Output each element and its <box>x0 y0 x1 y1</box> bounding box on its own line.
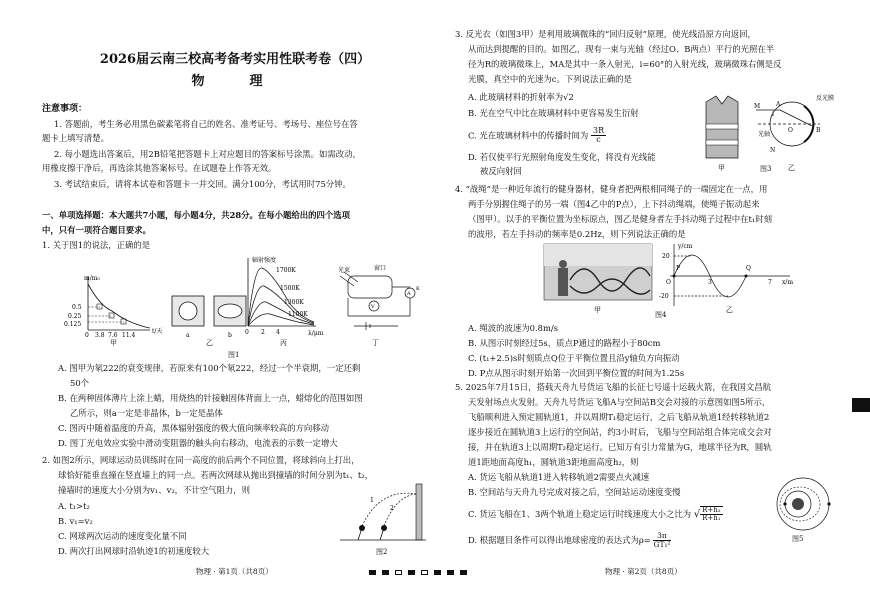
fig3-point-b: B <box>816 127 821 134</box>
fig1-ding-light-label: 光束 <box>338 267 351 274</box>
q3-option-a: A. 此玻璃材料的折射率为√2 <box>468 92 574 102</box>
q1-option: 50个 <box>70 378 90 388</box>
q5-frac-num: R+h₂ <box>702 506 721 514</box>
notice-heading: 注意事项： <box>42 104 88 114</box>
notice-line: 2. 每小题选出答案后，用2B铅笔把答题卡上对应题目的答案标号涂黑。如需改动， <box>54 149 361 159</box>
fig4-ytick: -20 <box>659 293 669 300</box>
q4-stem: （图甲）。以手的平衡位置为坐标原点，图乙是健身者左手抖动绳子过程中在t₁时刻 <box>468 214 773 224</box>
fig3-point-o: O <box>788 127 793 134</box>
q3-stem: 3. 反光衣（如图3甲）是利用玻璃微珠的“回归反射”原理，使光线沿原方向返回， <box>455 29 756 39</box>
q1-stem: 1. 关于图1的说法，正确的是 <box>42 240 151 250</box>
fig1-yi-plates <box>172 296 246 339</box>
q2-stem: 撞墙时的速度大小分别为v₁、v₂，不计空气阻力，则 <box>58 485 251 495</box>
q3-option-b: B. 光在空气中比在玻璃材料中更容易发生衍射 <box>468 108 639 118</box>
fig1-bing-curve: 1500K <box>280 285 300 292</box>
q4-option: C. (t₁+2.5)s时刻质点Q位于平衡位置且沿y轴负方向振动 <box>468 353 680 363</box>
q3-option-d: D. 若仅使平行光照射角度发生变化，将没有光线能 <box>468 152 656 162</box>
q1-option: A. 图甲为氡222的衰变规律，若原来有100个氡222，经过一个半衰期，一定还剩 <box>58 363 361 373</box>
fig4-xlabel: x/m <box>782 279 794 286</box>
fig4-ytick: 20 <box>662 253 670 260</box>
q5-frac-den: R+h₁ <box>702 514 721 523</box>
q3-frac-den: c <box>596 135 601 145</box>
page-edge-tab <box>852 398 870 412</box>
fig4-xtick: 3 <box>708 279 712 286</box>
q5-option-c-text: C. 货运飞船在1、3两个轨道上稳定运行时线速度大小之比为 <box>468 508 692 519</box>
section-heading: 一、单项选择题：本大题共7小题，每小题4分，共28分。在每小题给出的四个选项 <box>42 210 351 220</box>
q4-option: A. 绳波的波速为0.8m/s <box>468 323 559 333</box>
figure-2 <box>340 482 430 546</box>
fig1-bing-xtick: 0 <box>245 329 249 336</box>
fig1-ding-k: K <box>416 286 420 292</box>
section-heading: 中，只有一项符合题目要求。 <box>42 225 151 235</box>
figure-1 <box>58 254 428 346</box>
q3-stem: 径为R的玻璃微珠上，MA是其中一条入射光，i=60°的入射光线，玻璃微珠右侧是反 <box>468 59 782 69</box>
q5-stem: 接，并在轨道3上以周期T₂稳定运行。已知万有引力常量为G，地球半径为R，圆轨 <box>468 442 772 452</box>
fig2-caption: 图2 <box>376 548 388 556</box>
fig1-jia-xlabel: t/天 <box>152 328 163 335</box>
q5-option-d-text: D. 根据题目条件可以得出地球密度的表达式为ρ= <box>468 534 651 545</box>
q3-option-c-text: C. 光在玻璃材料中的传播时间为 <box>468 130 589 141</box>
q5-d-num: 3π <box>653 532 670 541</box>
fig1-bing-graph <box>245 256 324 337</box>
fig4-jia-label: 甲 <box>594 306 601 314</box>
fig3-point-n: N <box>770 147 776 154</box>
fig4-photo <box>544 244 652 300</box>
q4-stem: 4. “战绳”是一种近年流行的健身器材，健身者把两根相同绳子的一端固定在一点，用 <box>455 184 768 194</box>
figure-4 <box>540 240 800 316</box>
fig1-ding-window-label: 窗口 <box>374 265 387 272</box>
q3-option-c-fraction <box>591 127 606 145</box>
fig3-yi-label: 乙 <box>788 164 795 172</box>
fig3-vest <box>706 96 738 158</box>
fig1-jia-ylabel: m/m₀ <box>84 275 100 282</box>
fig4-wave-graph <box>670 244 790 306</box>
fig1-jia-xtick: 3.8 <box>95 332 105 339</box>
fig2-trajectory-1: 1 <box>370 497 374 504</box>
q5-d-den: GT₁² <box>653 539 671 549</box>
fig1-bing-xtick: 4 <box>276 329 280 336</box>
fig3-bead <box>756 102 820 146</box>
fig1-jia-ytick: 0.5 <box>72 304 82 311</box>
fig3-axis-label: 光轴 <box>758 131 771 138</box>
fig1-jia-graph <box>64 275 162 339</box>
fig1-jia-xtick: 11.4 <box>122 332 136 339</box>
q5-option-d <box>468 532 671 549</box>
q5-option-c <box>468 506 723 523</box>
fig3-point-m: M <box>754 103 761 110</box>
q5-option-d-fraction <box>653 532 670 549</box>
figure-3 <box>700 86 845 176</box>
q4-stem: 两手分别握住绳子的另一端（图4乙中的P点），上下抖动绳端，使绳子振动起来 <box>468 199 760 209</box>
q1-option: 乙所示，则a一定是非晶体，b一定是晶体 <box>70 408 223 418</box>
q5-option-c-fraction <box>700 506 722 523</box>
fig1-bing-curve: 1100K <box>288 311 308 318</box>
q2-option: A. t₁>t₂ <box>58 501 90 511</box>
fig2-trajectory-2: 2 <box>390 505 394 512</box>
fig3-angle-i: i <box>772 111 774 118</box>
q5-stem: 道1距地面高度h₁，圆轨道3距地面高度h₂，则 <box>468 457 639 467</box>
fig4-caption: 图4 <box>655 311 667 319</box>
fig1-jia-xtick: 7.6 <box>108 332 118 339</box>
fig1-jia-label: 甲 <box>110 339 117 346</box>
q5-stem: 天发射场点火发射。天舟九号货运飞船A与空间站B交会对接的示意图如图5所示， <box>468 397 771 407</box>
fig4-origin: O <box>666 279 671 286</box>
notice-line: 3. 考试结束后，请将本试卷和答题卡一并交回。满分100分，考试用时75分钟。 <box>54 179 351 189</box>
fig1-bing-label: 丙 <box>280 339 287 346</box>
fig5-caption: 图5 <box>792 535 804 543</box>
q4-option: D. P点从图示时刻开始第一次回到平衡位置的时间为1.25s <box>468 368 685 378</box>
fig3-point-a: A <box>776 101 781 108</box>
fig1-bing-curve: 1300K <box>284 299 304 306</box>
fig4-yi-label: 乙 <box>726 306 733 314</box>
fig1-jia-ytick: 0.125 <box>64 321 82 328</box>
fig1-yi-label: 乙 <box>206 339 213 346</box>
q3-option-d-cont: 被反向射回 <box>480 166 522 176</box>
fig1-jia-ytick: 0.25 <box>68 313 82 320</box>
fig1-ding-circuit <box>340 272 415 330</box>
fig1-ding-voltmeter: V <box>371 304 375 310</box>
q1-option: B. 在两种固体薄片上涂上蜡，用烧热的针接触固体背面上一点，蜡熔化的范围如图 <box>58 393 363 403</box>
q5-option-a: A. 货运飞船从轨道1进入转移轨道2需要点火减速 <box>468 472 650 482</box>
q3-stem: 光膜，真空中的光速为c。下列说法正确的是 <box>468 74 632 84</box>
footer-page-2: 物理 · 第2页（共8页） <box>605 567 682 576</box>
q2-option: C. 网球两次运动的速度变化量不同 <box>58 531 187 541</box>
figure-5 <box>770 476 840 532</box>
q4-stem: 的波形，若左手抖动的频率是0.2Hz，则下列说法正确的是 <box>468 229 686 239</box>
fig1-ding-label: 丁 <box>372 339 379 346</box>
q5-stem: 逐步接近在圆轨道3上运行的空间站，约3小时后，飞船与空间站组合体完成交会对 <box>468 427 772 437</box>
fig3-film-label: 反光膜 <box>816 95 835 102</box>
q2-option: D. 两次打出网球时沿轨迹1的初速度较大 <box>58 546 210 556</box>
q1-option: D. 图丁光电效应实验中滑动变阻器的触头向右移动，电流表的示数一定增大 <box>58 438 338 448</box>
q2-stem: 球恰好能垂直撞在竖直墙上的同一点。若两次网球从抛出到撞墙的时间分别为t₁、t₂， <box>58 470 373 480</box>
footer-marks <box>366 567 470 578</box>
q5-stem: 飞船顺利进入预定圆轨道1，并以周期T₁稳定运行，之后飞船从轨道1经转移轨道2 <box>468 412 770 422</box>
fig1-ding-ammeter: A <box>407 291 411 297</box>
fig1-caption: 图1 <box>228 351 240 359</box>
subject-title: 物 理 <box>191 74 279 89</box>
fig1-yi-label-b: b <box>228 332 232 339</box>
q5-option-b: B. 空间站与天舟九号完成对接之后，空间站运动速度变慢 <box>468 487 681 497</box>
q3-frac-num: 3R <box>592 126 605 135</box>
footer-page-1: 物理 · 第1页（共8页） <box>196 567 273 576</box>
notice-line: 1. 答题前，考生务必用黑色碳素笔将自己的姓名、准考证号、考场号、座位号在答 <box>54 119 358 129</box>
sqrt-icon: √ <box>693 508 701 520</box>
q2-option: B. v₁=v₂ <box>58 516 93 526</box>
fig1-jia-xtick: 0 <box>85 332 89 339</box>
fig1-yi-label-a: a <box>186 332 190 339</box>
q3-option-c <box>468 127 606 145</box>
q3-stem: 从而达到提醒的目的。如图乙，现有一束与光轴（经过O、B两点）平行的光照在半 <box>468 44 775 54</box>
fig4-xtick: 7 <box>768 279 772 286</box>
fig3-jia-label: 甲 <box>718 164 725 172</box>
fig4-point-q: Q <box>746 265 751 272</box>
exam-title: 2026届云南三校高考备考实用性联考卷（四） <box>99 52 371 67</box>
q2-stem: 2. 如图2所示，网球运动员训练时在同一高度的前后两个不同位置，将球斜向上打出， <box>42 455 360 465</box>
fig4-ylabel: y/cm <box>678 243 693 250</box>
q1-option: C. 图丙中随着温度的升高，黑体辐射强度的极大值向频率较高的方向移动 <box>58 423 330 433</box>
fig4-point-p: P <box>676 265 681 272</box>
fig1-bing-ylabel: 辐射强度 <box>252 257 277 264</box>
fig1-bing-xtick: 2 <box>261 329 265 336</box>
notice-line: 题卡上填写清楚。 <box>42 133 109 143</box>
q5-stem: 5. 2025年7月15日，搭载天舟九号货运飞船的长征七号遥十运载火箭，在我国文昌航 <box>455 382 771 392</box>
fig1-bing-curve: 1700K <box>276 267 296 274</box>
notice-line: 用橡皮擦干净后，再选涂其他答案标号。在试题卷上作答无效。 <box>42 163 277 173</box>
fig3-caption: 图3 <box>760 165 772 173</box>
fig1-bing-xlabel: λ/μm <box>308 330 324 337</box>
q4-option: B. 从图示时刻经过5s，质点P通过的路程小于80cm <box>468 338 661 348</box>
